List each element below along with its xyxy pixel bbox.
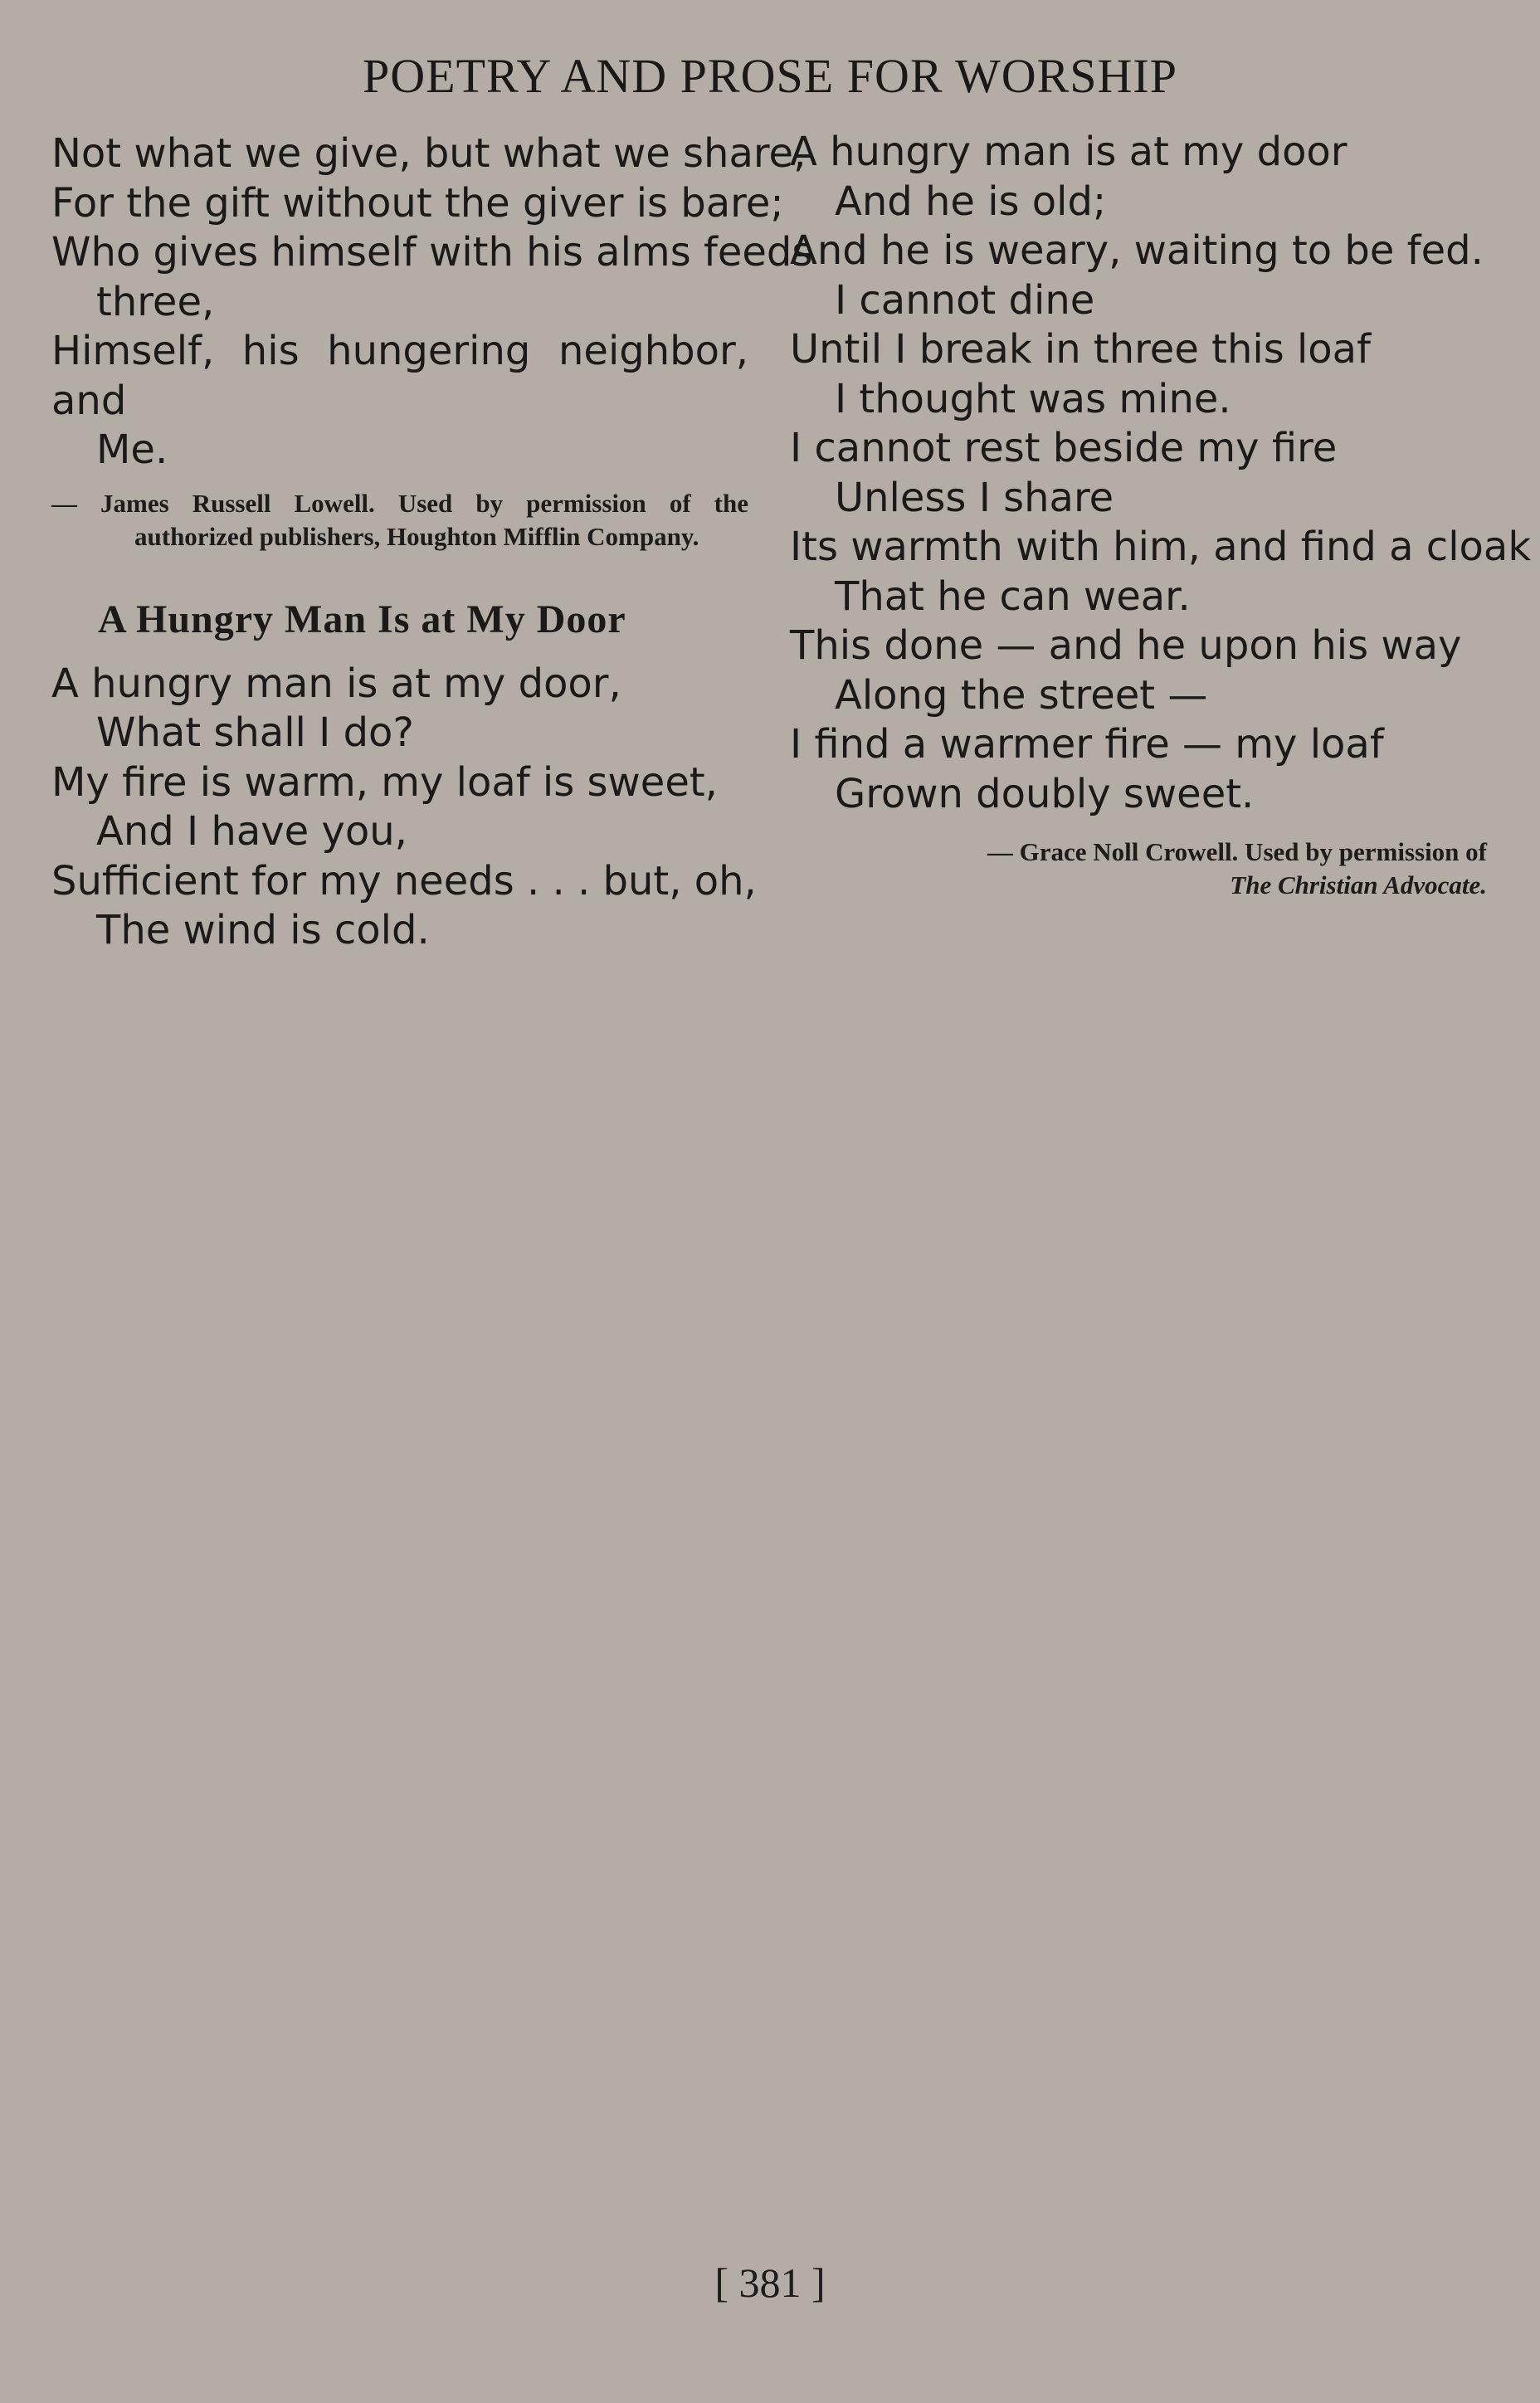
right-column (790, 128, 1532, 902)
poem-line: I cannot rest beside my fire (790, 425, 1338, 471)
poem-line: This done — and he upon his way (790, 622, 1462, 669)
poem-line: Who gives himself with his alms feeds (51, 229, 813, 275)
poem-line: And he is old; (835, 178, 1107, 225)
attribution-line: — Grace Noll Crowell. Used by permission of (987, 837, 1487, 866)
attribution-line: authorized publishers, Houghton Mifflin Company. (134, 521, 699, 551)
hungry-man-poem-left (51, 660, 757, 956)
poem-line: For the gift without the giver is bare; (51, 179, 784, 227)
lowell-attribution (51, 487, 748, 553)
poem-title: A Hungry Man Is at My Door (98, 597, 626, 641)
hungry-man-poem-right (790, 128, 1532, 819)
poem-line: three, (96, 278, 215, 325)
attribution-source: The Christian Advocate. (1230, 870, 1487, 899)
left-column (51, 129, 813, 956)
poem-line: Its warmth with him, and find a cloak (790, 524, 1532, 570)
poem-line: Until I break in three this loaf (790, 326, 1371, 373)
poem-line: A hungry man is at my door, (51, 660, 621, 707)
page-number: [ 381 ] (714, 2259, 826, 2306)
poem-line: And he is weary, waiting to be fed. (790, 227, 1484, 274)
poem-line: I find a warmer fire — my loaf (790, 721, 1384, 768)
poem-line: Grown doubly sweet. (835, 770, 1255, 817)
crowell-attribution (790, 836, 1487, 902)
lowell-poem (51, 129, 813, 553)
running-header: POETRY AND PROSE FOR WORSHIP (363, 49, 1177, 103)
poem-line: What shall I do? (96, 709, 414, 756)
poem-line: And I have you, (96, 808, 407, 855)
poem-line: I thought was mine. (835, 375, 1231, 422)
poem-line: Himself, his hungering neighbor, and (51, 328, 748, 424)
poem-line: A hungry man is at my door (790, 129, 1348, 175)
poem-line: Me. (96, 426, 168, 473)
poem-line: Along the street — (835, 671, 1208, 719)
poem-line: Not what we give, but what we share, (51, 130, 807, 177)
poem-line: Unless I share (835, 474, 1114, 521)
poem-line: My fire is warm, my loaf is sweet, (51, 758, 718, 806)
poem-line: That he can wear. (835, 573, 1191, 620)
poem-line: I cannot dine (835, 276, 1095, 324)
poem-line: Sufficient for my needs . . . but, oh, (51, 857, 757, 904)
attribution-line: — James Russell Lowell. Used by permission of the (51, 488, 748, 518)
poem-line: The wind is cold. (96, 907, 430, 953)
